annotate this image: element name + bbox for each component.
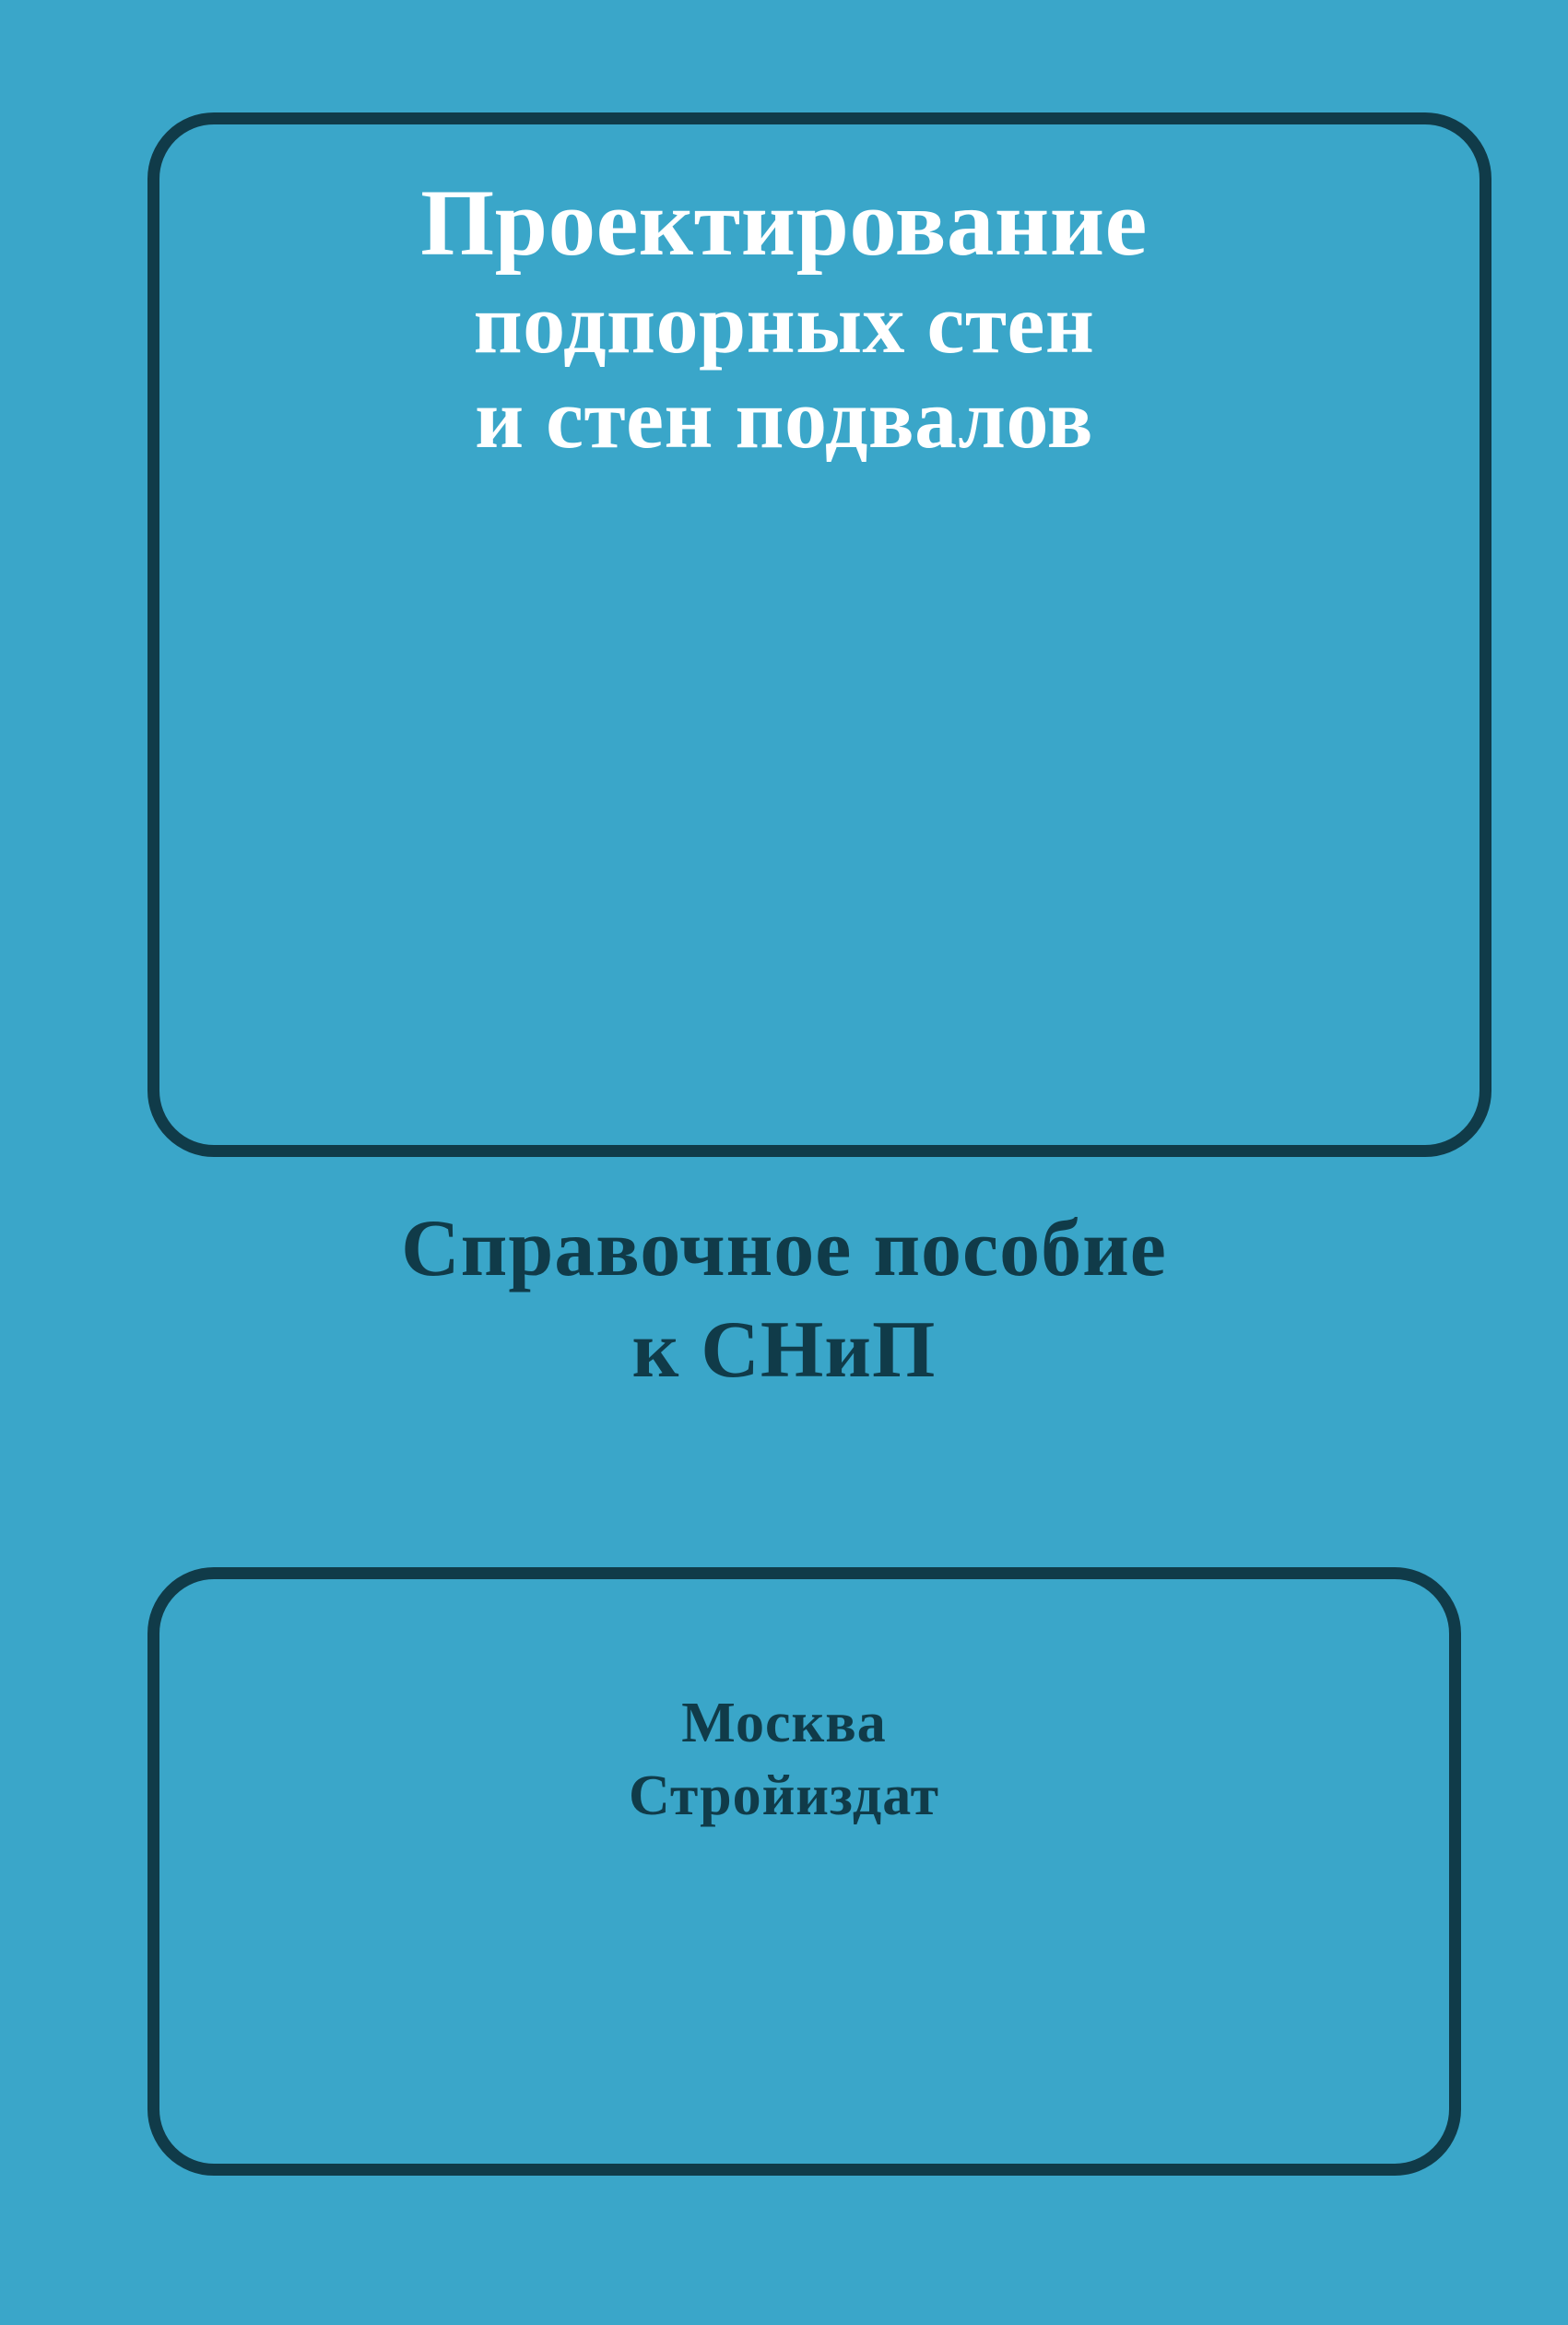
publisher-city: Москва — [681, 1692, 887, 1754]
publisher-frame-border — [147, 1567, 1461, 2176]
book-title-line-2: подпорных стен — [473, 277, 1095, 372]
book-subtitle — [0, 1198, 1568, 1401]
book-title-line-3: и стен подвалов — [475, 372, 1093, 466]
book-subtitle-line-1: Справочное пособие — [401, 1204, 1167, 1293]
publisher-name: Стройиздат — [628, 1764, 940, 1828]
publisher-info — [0, 1687, 1568, 1834]
book-title — [0, 171, 1568, 466]
book-subtitle-line-2: к СНиП — [631, 1305, 937, 1395]
book-title-line-1: Проектирование — [420, 171, 1148, 276]
